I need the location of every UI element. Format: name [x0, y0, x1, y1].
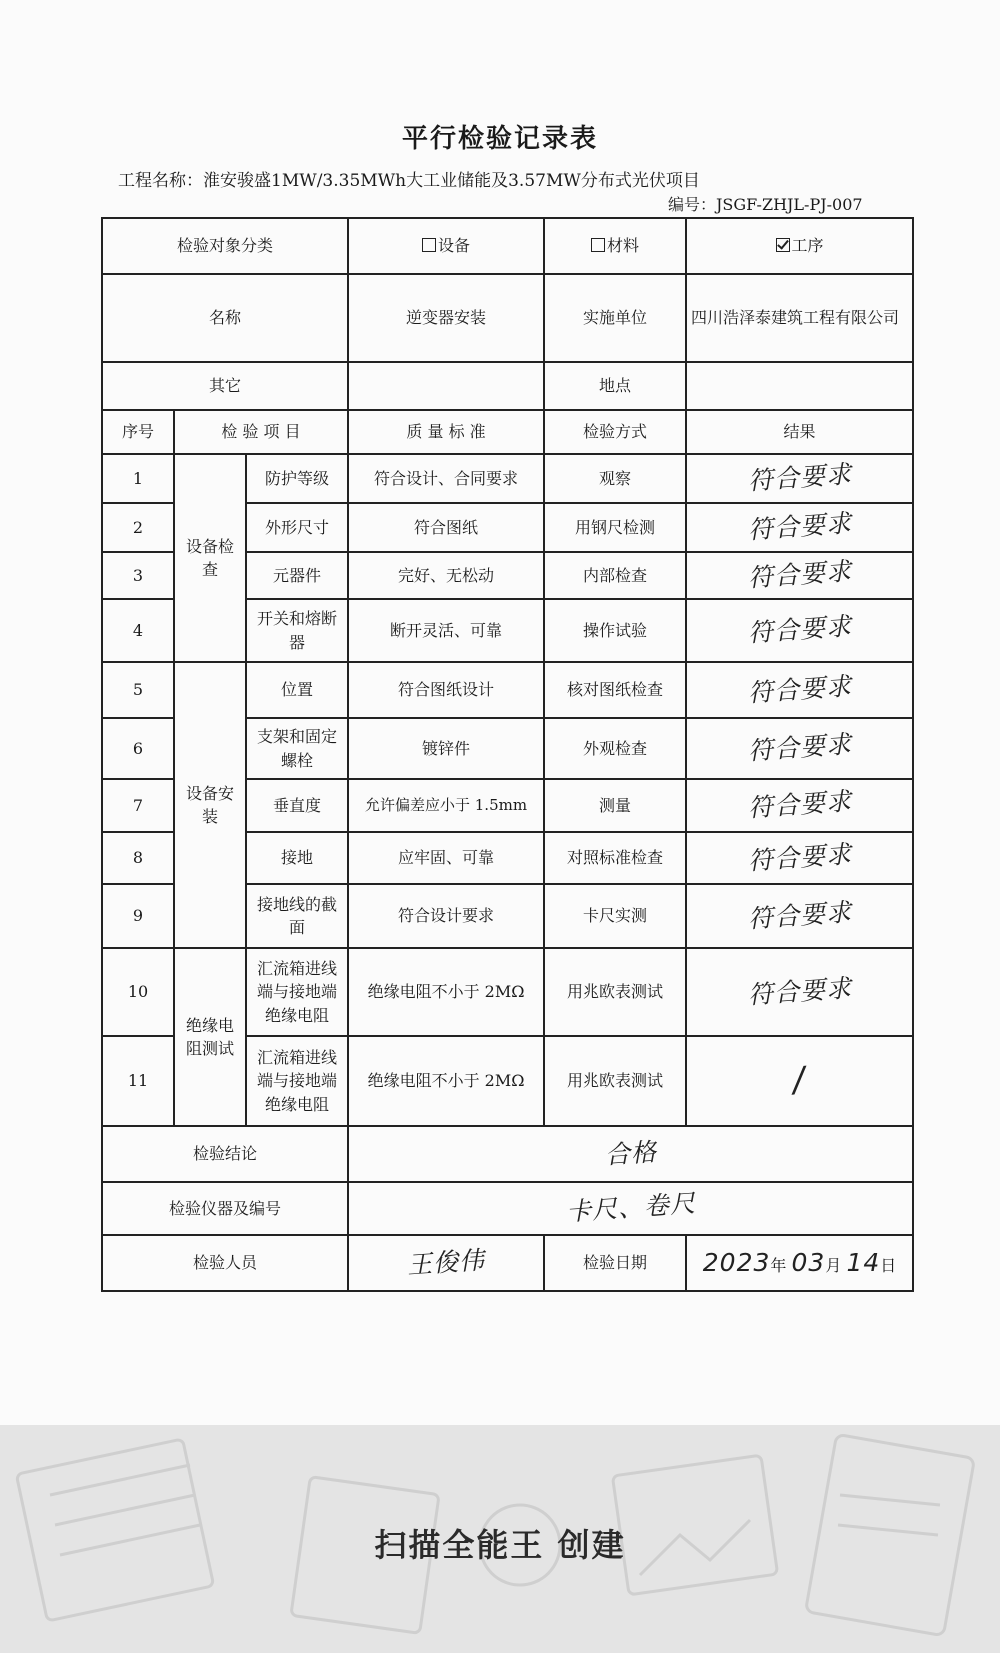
col-method: 检验方式: [544, 410, 686, 454]
table-row: 5 设备安装 位置 符合图纸设计 核对图纸检查 符合要求: [102, 662, 913, 718]
document-code: 编号：JSGF-ZHJL-PJ-007: [668, 195, 863, 214]
name-label: 名称: [102, 274, 348, 362]
group-insulation-test: 绝缘电阻测试: [174, 948, 246, 1126]
table-row: 9 接地线的截面 符合设计要求 卡尺实测 符合要求: [102, 884, 913, 948]
result-handwritten: 符合要求: [686, 718, 913, 779]
other-label: 其它: [102, 362, 348, 410]
result-handwritten: /: [686, 1036, 913, 1126]
checkbox-process-checked-icon: [776, 238, 790, 252]
name-value: 逆变器安装: [348, 274, 544, 362]
option-device: 设备: [348, 218, 544, 274]
table-row: 3 元器件 完好、无松动 内部检查 符合要求: [102, 552, 913, 599]
option-material: 材料: [544, 218, 686, 274]
project-name: 工程名称：淮安骏盛1MW/3.35MWh大工业储能及3.57MW分布式光伏项目: [118, 171, 700, 191]
instrument-handwritten: 卡尺、卷尺: [348, 1182, 913, 1235]
table-row: 7 垂直度 允许偏差应小于 1.5mm 测量 符合要求: [102, 779, 913, 832]
group-device-check: 设备检查: [174, 454, 246, 662]
inspector-label: 检验人员: [102, 1235, 348, 1291]
result-handwritten: 符合要求: [686, 884, 913, 948]
col-item: 检 验 项 目: [174, 410, 348, 454]
col-result: 结果: [686, 410, 913, 454]
inspection-table: [101, 217, 914, 1292]
table-row: 10 绝缘电阻测试 汇流箱进线端与接地端绝缘电阻 绝缘电阻不小于 2MΩ 用兆欧表测试 符合要求: [102, 948, 913, 1036]
document-title: 平行检验记录表: [401, 124, 598, 154]
category-label: 检验对象分类: [102, 218, 348, 274]
location-value: [686, 362, 913, 410]
inspection-date: 2023年 03月 14日: [686, 1235, 913, 1291]
conclusion-label: 检验结论: [102, 1126, 348, 1182]
result-handwritten: 符合要求: [686, 779, 913, 832]
col-seq: 序号: [102, 410, 174, 454]
conclusion-handwritten: 合格: [348, 1126, 913, 1182]
other-value: [348, 362, 544, 410]
result-handwritten: 符合要求: [686, 454, 913, 503]
result-handwritten: 符合要求: [686, 662, 913, 718]
checkbox-material-icon: [591, 238, 605, 252]
result-handwritten: 符合要求: [686, 503, 913, 552]
group-device-install: 设备安装: [174, 662, 246, 948]
result-handwritten: 符合要求: [686, 599, 913, 662]
instrument-label: 检验仪器及编号: [102, 1182, 348, 1235]
unit-value: 四川浩泽泰建筑工程有限公司: [686, 274, 913, 362]
option-process: 工序: [686, 218, 913, 274]
location-label: 地点: [544, 362, 686, 410]
checkbox-device-icon: [422, 238, 436, 252]
date-label: 检验日期: [544, 1235, 686, 1291]
table-row: 8 接地 应牢固、可靠 对照标准检查 符合要求: [102, 832, 913, 884]
table-row: 1 设备检查 防护等级 符合设计、合同要求 观察 符合要求: [102, 454, 913, 503]
result-handwritten: 符合要求: [686, 948, 913, 1036]
scanner-watermark: 扫描全能王 创建: [374, 1526, 626, 1564]
table-row: 4 开关和熔断器 断开灵活、可靠 操作试验 符合要求: [102, 599, 913, 662]
table-row: 11 汇流箱进线端与接地端绝缘电阻 绝缘电阻不小于 2MΩ 用兆欧表测试 /: [102, 1036, 913, 1126]
col-standard: 质 量 标 准: [348, 410, 544, 454]
inspector-signature: 王俊伟: [348, 1235, 544, 1291]
unit-label: 实施单位: [544, 274, 686, 362]
result-handwritten: 符合要求: [686, 832, 913, 884]
table-row: 2 外形尺寸 符合图纸 用钢尺检测 符合要求: [102, 503, 913, 552]
table-row: 6 支架和固定螺栓 镀锌件 外观检查 符合要求: [102, 718, 913, 779]
result-handwritten: 符合要求: [686, 552, 913, 599]
